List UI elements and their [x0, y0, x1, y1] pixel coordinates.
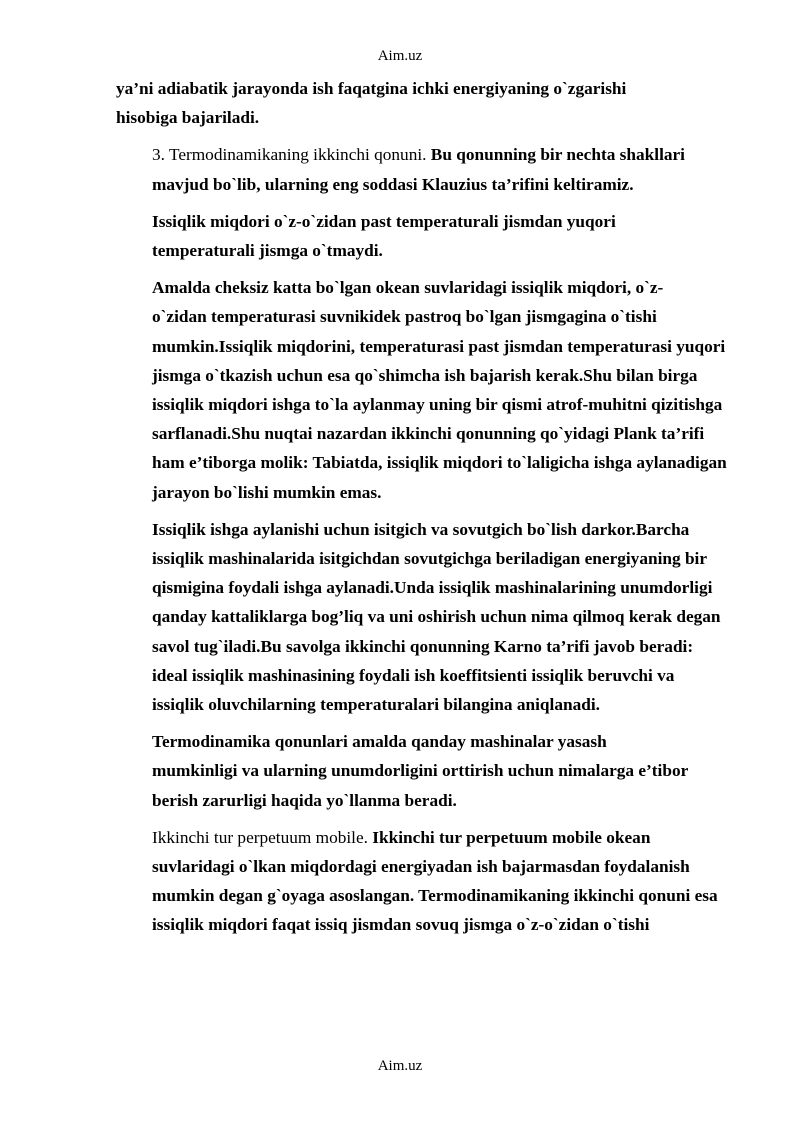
page-header: Aim.uz: [377, 48, 423, 64]
text-line: [116, 140, 756, 169]
text-line: issiqlik mashinalarida isitgichdan sovutgichga beriladigan energiyaning bir: [152, 549, 708, 569]
paragraph-clausius: [116, 207, 756, 265]
text-line: hisobiga bajariladi.: [116, 108, 260, 128]
text-line: sarflanadi.Shu nuqtai nazardan ikkinchi qonunning qo`yidagi Plank ta’rifi: [152, 424, 705, 444]
text-line: Amalda cheksiz katta bo`lgan okean suvlaridagi issiqlik miqdori, o`z-: [152, 278, 664, 298]
paragraph-thermo-laws: [116, 727, 756, 815]
text-line: ham e’tiborga molik: Tabiatda, issiqlik miqdori to`laligicha ishga aylanadigan: [152, 453, 727, 473]
text-line: suvlaridagi o`lkan miqdordagi energiyadan ish bajarmasdan foydalanish: [152, 857, 690, 877]
text-line: mumkin degan g`oyaga asoslangan. Termodinamikaning ikkinchi qonuni esa: [152, 886, 718, 906]
text-line: ideal issiqlik mashinasining foydali ish koeffitsienti issiqlik beruvchi va: [152, 665, 675, 685]
section-heading: Ikkinchi tur perpetuum mobile.: [152, 827, 368, 847]
paragraph-heat-engine: [116, 515, 756, 719]
text-fragment: Bu qonunning bir nechta shakllari: [426, 145, 685, 165]
text-line: issiqlik oluvchilarning temperaturalari bilangina aniqlanadi.: [152, 695, 600, 715]
text-line: issiqlik miqdori ishga to`la aylanmay uning bir qismi atrof-muhitni qizitishga: [152, 395, 723, 415]
paragraph-perpetuum-mobile: [116, 823, 756, 940]
text-line: mumkin.Issiqlik miqdorini, temperaturasi past jismdan temperaturasi yuqori: [152, 336, 726, 356]
text-line: ya’ni adiabatik jarayonda ish faqatgina ichki energiyaning o`zgarishi: [116, 79, 627, 98]
paragraph-ocean: [116, 273, 756, 507]
text-line: qanday kattaliklarga bog’liq va uni oshirish uchun nima qilmoq kerak degan: [152, 607, 721, 627]
text-line: berish zarurligi haqida yo`llanma beradi.: [152, 790, 457, 810]
text-line: Termodinamika qonunlari amalda qanday mashinalar yasash: [152, 732, 607, 752]
text-line: issiqlik miqdori faqat issiq jismdan sovuq jismga o`z-o`zidan o`tishi: [152, 915, 650, 935]
text-line: jarayon bo`lishi mumkin emas.: [152, 482, 382, 502]
text-line: temperaturali jismga o`tmaydi.: [152, 241, 383, 261]
text-line: mumkinligi va ularning unumdorligini orttirish uchun nimalarga e’tibor: [152, 761, 689, 781]
text-line: Issiqlik ishga aylanishi uchun isitgich va sovutgich bo`lish darkor.Barcha: [152, 519, 690, 539]
text-line: qismigina foydali ishga aylanadi.Unda issiqlik mashinalarining unumdorligi: [152, 578, 713, 598]
text-line: Issiqlik miqdori o`z-o`zidan past temperaturali jismdan yuqori: [152, 211, 616, 231]
text-line: o`zidan temperaturasi suvnikidek pastroq bo`lgan jismgagina o`tishi: [152, 307, 657, 327]
text-fragment: Ikkinchi tur perpetuum mobile okean: [367, 827, 651, 847]
paragraph-second-law: [116, 140, 756, 198]
text-line: jismga o`tkazish uchun esa qo`shimcha ish bajarish kerak.Shu bilan birga: [152, 365, 698, 385]
page-footer: Aim.uz: [377, 1058, 423, 1074]
document-body: [116, 74, 756, 948]
text-line: [116, 823, 756, 852]
section-heading: 3. Termodinamikaning ikkinchi qonuni.: [152, 145, 427, 165]
text-line: mavjud bo`lib, ularning eng soddasi Klauzius ta’rifini keltiramiz.: [152, 174, 634, 194]
paragraph-adiabatic: [116, 74, 756, 132]
text-line: savol tug`iladi.Bu savolga ikkinchi qonunning Karno ta’rifi javob beradi:: [152, 636, 694, 656]
